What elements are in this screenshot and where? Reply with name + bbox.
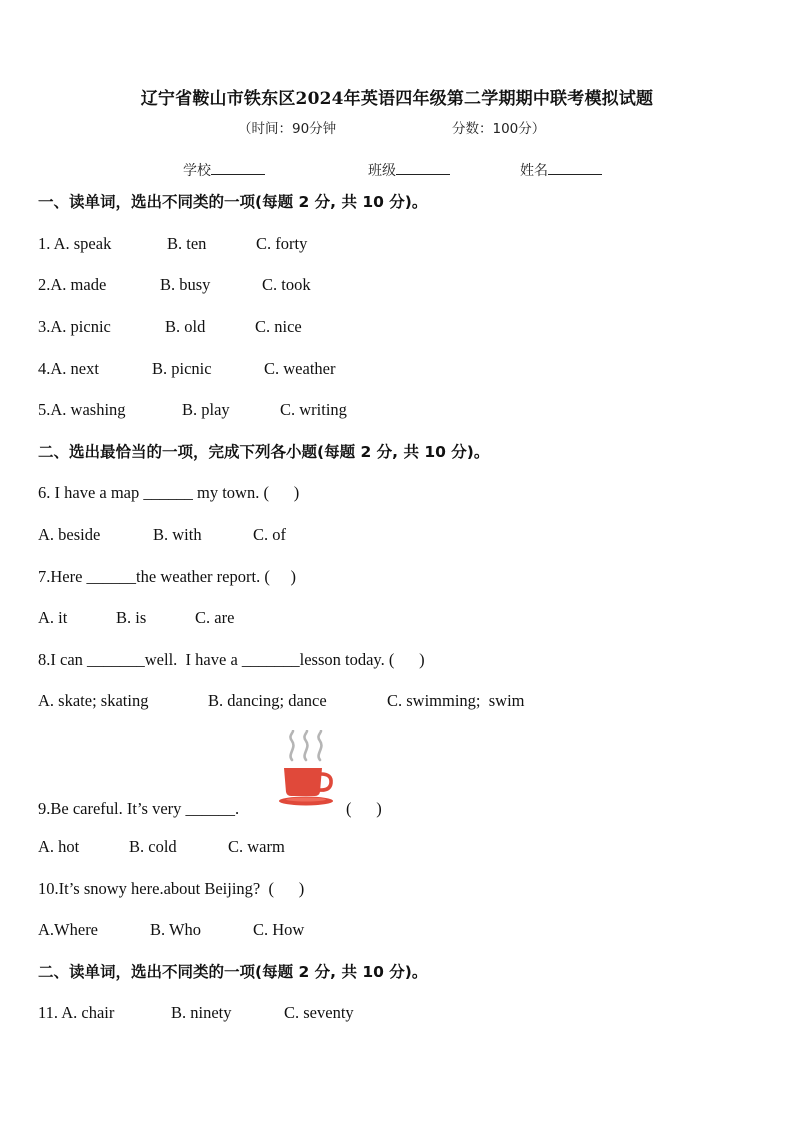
q1-option-c: C. forty bbox=[256, 234, 308, 253]
q2-option-c: C. took bbox=[262, 275, 311, 294]
question-7-stem: 7.Here ______the weather report. ( ) bbox=[38, 567, 296, 586]
q1-option-b: B. ten bbox=[167, 234, 207, 253]
q10-option-c: C. How bbox=[253, 920, 305, 939]
section-1-heading: 一、读单词，选出不同类的一项(每题 2 分, 共 10 分)。 bbox=[38, 193, 428, 211]
name-label: 姓名 bbox=[520, 163, 548, 179]
q9-option-c: C. warm bbox=[228, 837, 285, 856]
option-a: A. picnic bbox=[50, 317, 111, 336]
school-field bbox=[183, 160, 265, 180]
q6-option-c: C. of bbox=[253, 525, 286, 544]
question-4 bbox=[38, 359, 99, 379]
q7-option-c: C. are bbox=[195, 608, 235, 627]
q8-option-c: C. swimming; swim bbox=[387, 691, 525, 710]
option-a: A. washing bbox=[50, 400, 126, 419]
question-number: 4. bbox=[38, 359, 51, 378]
question-10-stem: 10.It’s snowy here.about Beijing? ( ) bbox=[38, 879, 305, 898]
q3-option-c: C. nice bbox=[255, 317, 302, 336]
q4-option-c: C. weather bbox=[264, 359, 336, 378]
question-5 bbox=[38, 400, 126, 420]
q2-option-b: B. busy bbox=[160, 275, 211, 294]
section-3-heading: 二、读单词，选出不同类的一项(每题 2 分, 共 10 分)。 bbox=[38, 963, 428, 981]
q9-option-a: A. hot bbox=[38, 837, 80, 856]
question-3 bbox=[38, 317, 111, 337]
question-9-stem: 9.Be careful. It’s very ______. bbox=[38, 799, 240, 818]
option-a: A. next bbox=[50, 359, 99, 378]
q7-option-a: A. it bbox=[38, 608, 68, 627]
option-a: A. chair bbox=[61, 1003, 115, 1022]
question-8-stem: 8.I can _______well. I have a _______lesson today. ( ) bbox=[38, 650, 425, 669]
q9-option-b: B. cold bbox=[129, 837, 177, 856]
q5-option-c: C. writing bbox=[280, 400, 347, 419]
q6-option-b: B. with bbox=[153, 525, 202, 544]
q8-option-b: B. dancing; dance bbox=[208, 691, 327, 710]
question-2 bbox=[38, 275, 106, 295]
q8-option-a: A. skate; skating bbox=[38, 691, 149, 710]
class-blank[interactable] bbox=[396, 160, 450, 175]
exam-time: （时间：90分钟 bbox=[238, 121, 337, 137]
class-label: 班级 bbox=[368, 163, 396, 179]
q11-option-b: B. ninety bbox=[171, 1003, 232, 1022]
q3-option-b: B. old bbox=[165, 317, 206, 336]
question-1 bbox=[38, 234, 111, 254]
q6-option-a: A. beside bbox=[38, 525, 101, 544]
class-field bbox=[368, 160, 450, 180]
q11-option-c: C. seventy bbox=[284, 1003, 354, 1022]
q9-answer-paren: ( ) bbox=[346, 799, 382, 818]
hot-coffee-cup-icon bbox=[274, 730, 338, 812]
q10-option-b: B. Who bbox=[150, 920, 202, 939]
question-number: 3. bbox=[38, 317, 51, 336]
question-6-stem: 6. I have a map ______ my town. ( ) bbox=[38, 483, 300, 502]
question-number: 11. bbox=[38, 1003, 62, 1022]
question-number: 1. bbox=[38, 234, 54, 253]
exam-score: 分数：100分） bbox=[452, 121, 546, 137]
q5-option-b: B. play bbox=[182, 400, 230, 419]
option-a: A. speak bbox=[53, 234, 112, 253]
name-field bbox=[520, 160, 602, 180]
question-11 bbox=[38, 1003, 114, 1023]
school-blank[interactable] bbox=[211, 160, 265, 175]
page-title: 辽宁省鞍山市铁东区2024年英语四年级第二学期期中联考模拟试题 bbox=[140, 89, 654, 109]
question-number: 2. bbox=[38, 275, 51, 294]
q4-option-b: B. picnic bbox=[152, 359, 212, 378]
question-number: 5. bbox=[38, 400, 51, 419]
q7-option-b: B. is bbox=[116, 608, 147, 627]
name-blank[interactable] bbox=[548, 160, 602, 175]
option-a: A. made bbox=[50, 275, 107, 294]
school-label: 学校 bbox=[183, 163, 211, 179]
section-2-heading: 二、选出最恰当的一项，完成下列各小题(每题 2 分, 共 10 分)。 bbox=[38, 443, 490, 461]
q10-option-a: A.Where bbox=[38, 920, 99, 939]
